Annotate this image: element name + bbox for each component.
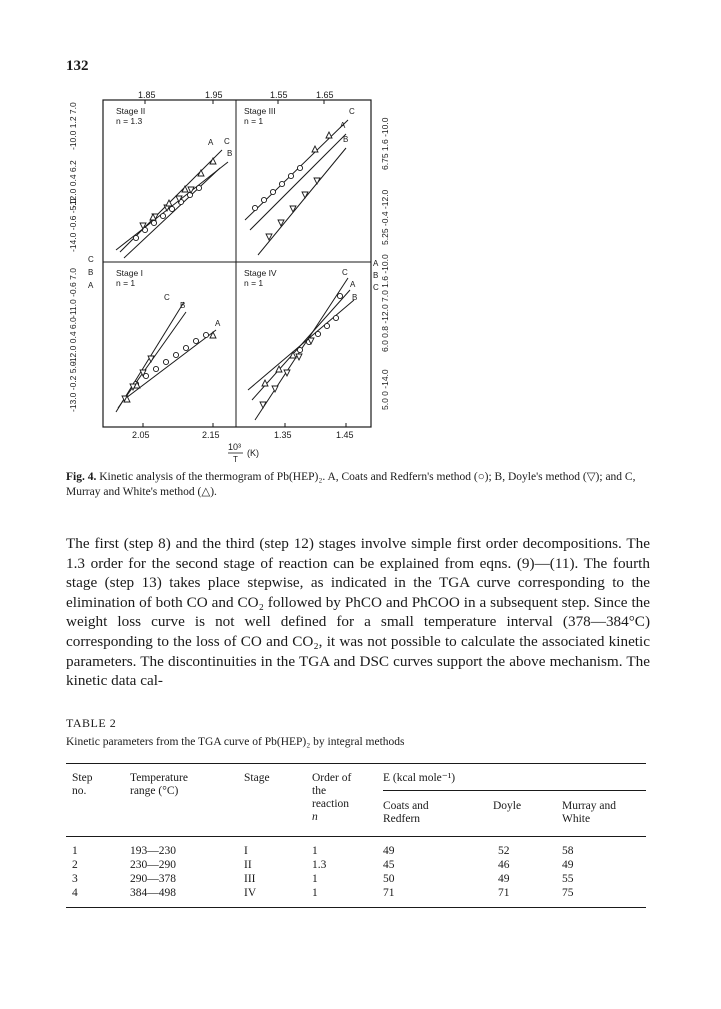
stage-iv-markers	[260, 293, 343, 408]
right-tick-group: 5.0 0 -14.0	[380, 369, 390, 410]
bottom-tick-label: 1.35	[274, 430, 292, 440]
cell-murray: 58	[562, 845, 574, 857]
stage-ii-lines	[116, 150, 228, 258]
panel-stage-iv-label: C	[342, 268, 348, 277]
header-step: Step no.	[72, 772, 93, 797]
energy-header-rule	[383, 790, 646, 791]
cell-coats: 45	[383, 859, 395, 871]
cell-step: 1	[72, 845, 78, 857]
header-murray-white: Murray and White	[562, 800, 616, 825]
cell-stage: II	[244, 859, 252, 871]
stage-i-lines	[116, 302, 216, 412]
cell-stage: I	[244, 845, 248, 857]
panel-stage-iv-label: B	[352, 293, 358, 302]
header-stage: Stage	[244, 772, 270, 784]
xlabel-denominator: T	[233, 455, 238, 464]
cell-murray: 55	[562, 873, 574, 885]
header-coats-redfern: Coats and Redfern	[383, 800, 429, 825]
stage-i-markers	[122, 332, 216, 402]
cell-order: 1	[312, 873, 318, 885]
top-tick-label: 1.95	[205, 90, 223, 100]
right-axis-label-a: A	[373, 259, 379, 268]
right-tick-group: 6.75 1.6 -10.0	[380, 117, 390, 170]
cell-coats: 71	[383, 887, 395, 899]
cell-order: 1	[312, 887, 318, 899]
panel-stage-ii-title: Stage II	[116, 106, 146, 116]
panel-stage-iv-n: n = 1	[244, 278, 264, 288]
panel-stage-iii-label: B	[343, 135, 349, 144]
left-tick-group: -13.0 -0.2 5.0	[68, 361, 78, 412]
left-axis-label-a: A	[88, 281, 94, 290]
right-tick-group: 7.0 1.6 -10.0	[380, 254, 390, 302]
cell-temperature: 193—230	[130, 845, 176, 857]
cell-coats: 50	[383, 873, 395, 885]
top-tick-label: 1.65	[316, 90, 334, 100]
cell-step: 2	[72, 859, 78, 871]
left-tick-group: -12.0 0.4 6.0	[68, 317, 78, 365]
figure-caption-label: Fig. 4.	[66, 471, 97, 483]
header-order: Order of the reaction n	[312, 772, 352, 823]
cell-murray: 49	[562, 859, 574, 871]
cell-doyle: 46	[498, 859, 510, 871]
stage-ii-markers	[133, 158, 216, 241]
header-temperature: Temperature range (°C)	[130, 772, 188, 797]
cell-step: 3	[72, 873, 78, 885]
left-axis-label-c: C	[88, 255, 94, 264]
panel-stage-iv-title: Stage IV	[244, 268, 277, 278]
xlabel-unit: (K)	[247, 448, 259, 458]
panel-stage-i-label: B	[180, 301, 186, 310]
cell-coats: 49	[383, 845, 395, 857]
left-tick-group: -12.0 0.4 6.2	[68, 160, 78, 208]
panel-stage-ii-label: B	[227, 149, 233, 158]
panel-stage-iv-label: A	[350, 280, 356, 289]
left-tick-group: -11.0 -0.6 7.0	[68, 268, 78, 318]
top-tick-label: 1.55	[270, 90, 288, 100]
panel-stage-iii-label: A	[340, 121, 346, 130]
stage-iii-lines	[245, 120, 348, 255]
figure-caption	[66, 470, 666, 500]
panel-stage-i-label: C	[164, 293, 170, 302]
table-caption: Kinetic parameters from the TGA curve of Pb(HEP)₂ by integral methods	[66, 736, 405, 748]
stage-iii-markers	[252, 132, 332, 240]
table-bottom-rule	[66, 907, 646, 908]
panel-stage-iii-n: n = 1	[244, 116, 264, 126]
bottom-tick-label: 2.05	[132, 430, 150, 440]
cell-temperature: 290—378	[130, 873, 176, 885]
top-tick-label: 1.85	[138, 90, 156, 100]
panel-stage-i-n: n = 1	[116, 278, 136, 288]
left-axis-label-b: B	[88, 268, 94, 277]
cell-temperature: 384—498	[130, 887, 176, 899]
panel-stage-i-label: A	[215, 319, 221, 328]
cell-doyle: 52	[498, 845, 510, 857]
header-energy: E (kcal mole⁻¹)	[383, 772, 456, 784]
cell-doyle: 49	[498, 873, 510, 885]
left-tick-group: -10.0 1.2 7.0	[68, 102, 78, 150]
figure-caption-text: Kinetic analysis of the thermogram of Pb(HEP)₂. A, Coats and Redfern's method (○); B, Doyle's method (▽); and C, Murray and White's method (△).	[66, 471, 636, 498]
right-tick-group: 5.25 -0.4 -12.0	[380, 189, 390, 245]
panel-stage-i-title: Stage I	[116, 268, 143, 278]
body-paragraph: The first (step 8) and the third (step 12) stages involve simple first order decompositions. The 1.3 order for the second stage of reaction can be explained from eqns. (9)—(11). The fourth stage (step 13) takes place stepwise, as indicated in the TGA curve corresponding to the elimination of both CO and CO₂ followed by PhCO and PhCOO in a subsequent step. Since the weight loss curve is not well defined for a small temperature interval (378—384°C) corresponding to the loss of CO and CO₂, it was not possible to calculate the associated kinetic parameters. The discontinuities in the TGA and DSC curves support the above mechanism. The kinetic data cal-	[66, 535, 650, 690]
cell-temperature: 230—290	[130, 859, 176, 871]
table-top-rule	[66, 763, 646, 764]
panel-stage-ii-n: n = 1.3	[116, 116, 143, 126]
xlabel-numerator: 10³	[228, 442, 242, 452]
cell-order: 1.3	[312, 859, 327, 871]
right-axis-label-c: C	[373, 283, 379, 292]
left-tick-group: -14.0 -0.6 -5.0	[68, 198, 78, 252]
panel-stage-ii-label: A	[208, 138, 214, 147]
table-header-rule	[66, 836, 646, 837]
header-doyle: Doyle	[493, 800, 522, 812]
panel-stage-iii-label: C	[349, 107, 355, 116]
cell-stage: III	[244, 873, 256, 885]
kinetic-analysis-figure	[50, 90, 430, 468]
cell-order: 1	[312, 845, 318, 857]
cell-murray: 75	[562, 887, 574, 899]
cell-stage: IV	[244, 887, 257, 899]
panel-stage-iii-title: Stage III	[244, 106, 276, 116]
cell-doyle: 71	[498, 887, 510, 899]
bottom-tick-label: 1.45	[336, 430, 354, 440]
right-axis-label-b: B	[373, 271, 379, 280]
bottom-tick-label: 2.15	[202, 430, 220, 440]
table-title: TABLE 2	[66, 716, 117, 730]
panel-stage-ii-label: C	[224, 137, 230, 146]
page-number: 132	[66, 58, 89, 74]
right-tick-group: 6.0 0.8 -12.0	[380, 304, 390, 352]
cell-step: 4	[72, 887, 78, 899]
